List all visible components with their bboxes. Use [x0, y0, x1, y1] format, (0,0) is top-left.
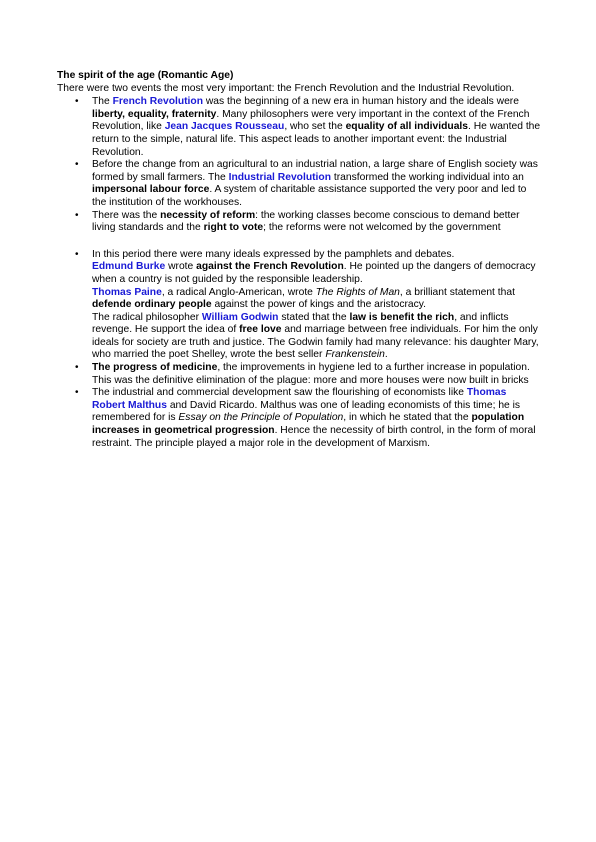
text-run: In this period there were many ideals expressed by the pamphlets and debates. [92, 248, 455, 260]
document-page [57, 70, 542, 450]
bullet-icon: • [75, 362, 79, 374]
name-paine: Thomas Paine [92, 286, 162, 298]
text-run: , a radical Anglo-American, wrote [161, 286, 316, 298]
bullet-icon: • [75, 96, 79, 108]
term-impersonal-labour-force: impersonal labour force [92, 184, 210, 196]
text-run: . [384, 349, 388, 361]
term-french-revolution: French Revolution [112, 96, 203, 108]
text-run: , and inflicts revenge. He support the idea of [92, 311, 509, 336]
list-item-industrial-revolution [57, 159, 542, 209]
list-item-medicine [57, 362, 542, 387]
list-item-pamphlets [57, 249, 542, 362]
term-right-to-vote: right to vote [203, 222, 264, 234]
bullet-icon: • [75, 209, 79, 221]
term-equality: equality of all individuals [345, 121, 469, 133]
term-defende-ordinary-people: defende ordinary people [92, 299, 212, 311]
text-run: , a brilliant statement that [399, 286, 515, 298]
text-run: , who set the [284, 121, 346, 133]
paragraph-gap [57, 235, 542, 249]
term-necessity-of-reform: necessity of reform [160, 209, 256, 221]
text-run: The industrial and commercial development saw the flourishing of economists like [92, 387, 467, 399]
text-run: . A system of charitable assistance supported the very poor and led to the institution of the workhouses. [92, 184, 527, 208]
text-run: , in which he stated that the [343, 412, 472, 424]
term-law-benefit-rich: law is benefit the rich [349, 311, 455, 323]
title-essay-population: Essay on the Principle of Population [178, 412, 344, 424]
text-run: and marriage between free individuals. For him the only ideals for society are truth and justice. The Godwin family had many relevance: his daughter Mary, who married the poet Shelley, wrote the best seller [92, 324, 539, 361]
term-progress-of-medicine: The progress of medicine [92, 362, 218, 374]
title-frankenstein: Frankenstein [325, 349, 385, 361]
text-run: and David Ricardo. Malthus was one of leading economists of this time; he is remembered for is [92, 399, 521, 424]
list-item-reform [57, 210, 542, 235]
burke-paragraph [92, 261, 542, 286]
term-ideals: liberty, equality, fraternity [92, 108, 217, 120]
text-run: . He pointed up the dangers of democracy when a country is not guided by the responsible leadership. [92, 261, 536, 285]
name-godwin: William Godwin [201, 311, 279, 323]
term-free-love: free love [239, 324, 282, 336]
bullet-icon: • [75, 159, 79, 171]
bullet-icon: • [75, 387, 79, 399]
bullet-list-2 [57, 249, 542, 451]
text-run: , the improvements in hygiene led to a further increase in population. This was the definitive elimination of the plague: more and more houses were now built in bricks [92, 362, 530, 386]
text-run: stated that the [278, 311, 350, 323]
list-item-french-revolution [57, 96, 542, 159]
text-run: The [92, 96, 113, 108]
bullet-list-1 [57, 96, 542, 235]
term-population-geometrical: population increases in geometrical progression [92, 412, 525, 437]
name-rousseau: Jean Jacques Rousseau [164, 121, 285, 133]
intro-paragraph: There were two events the most very important: the French Revolution and the Industrial Revolution. [57, 82, 515, 94]
text-run: There was the [92, 209, 161, 221]
text-run: : the working classes become conscious to demand better living standards and the [92, 209, 520, 234]
text-run: wrote [165, 261, 197, 273]
text-run: ; the reforms were not welcomed by the government [263, 222, 501, 234]
text-run: was the beginning of a new era in human history and the ideals were [203, 96, 519, 108]
text-run: against the power of kings and the aristocracy. [211, 299, 427, 311]
text-run: transformed the working individual into an [330, 171, 524, 183]
name-malthus: Thomas Robert Malthus [92, 387, 507, 411]
godwin-paragraph [92, 312, 542, 362]
text-run: The radical philosopher [92, 311, 202, 323]
term-industrial-revolution: Industrial Revolution [228, 171, 331, 183]
text-run: . Many philosophers were very important in the context of the French Revolution, like [92, 108, 530, 133]
text-run: Before the change from an agricultural to an industrial nation, a large share of English society was formed by small farmers. The [92, 159, 538, 183]
name-burke: Edmund Burke [92, 261, 166, 273]
list-item-economists [57, 387, 542, 450]
text-run: . Hence the necessity of birth control, in the form of moral restraint. The principle played a major role in the development of Marxism. [92, 425, 536, 449]
paine-paragraph [92, 287, 542, 312]
section-title: The spirit of the age (Romantic Age) [57, 70, 234, 81]
title-rights-of-man: The Rights of Man [315, 286, 400, 298]
text-run: . He wanted the return to the simple, natural life. This aspect leads to another important event: the Industrial Revolution. [92, 121, 541, 158]
bullet-icon: • [75, 248, 79, 260]
term-against-french-revolution: against the French Revolution [196, 261, 344, 273]
